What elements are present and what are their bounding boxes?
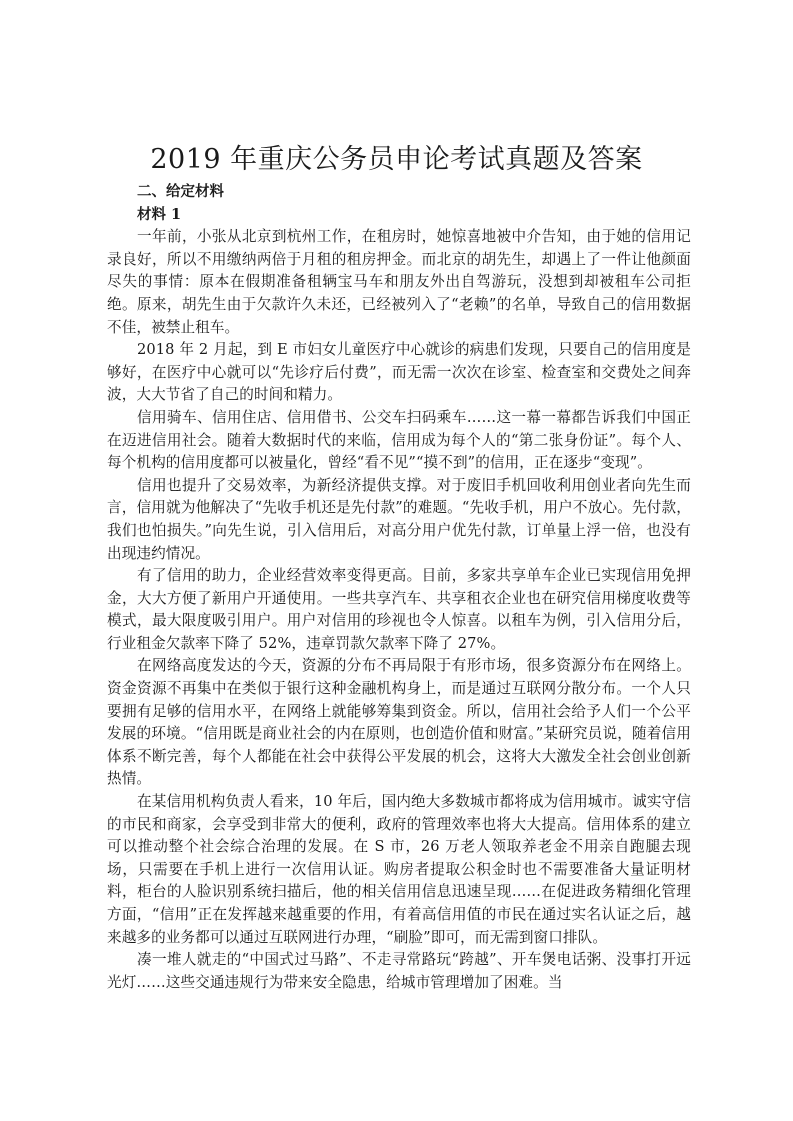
paragraph-1: 一年前，小张从北京到杭州工作，在租房时，她惊喜地被中介告知，由于她的信用记录良好，所以不用缴纳两倍于月租的租房押金。而北京的胡先生，却遇上了一件让他颜面尽失的事情：原本在假期准备租辆宝马车和朋友外出自驾游玩，没想到却被租车公司拒绝。原来，胡先生由于欠款许久未还，已经被列入了“老赖”的名单，导致自己的信用数据不佳，被禁止租车。 [107, 228, 691, 336]
document-body [107, 181, 691, 994]
section-heading: 二、给定材料 [137, 183, 224, 200]
paragraph-5: 有了信用的助力，企业经营效率变得更高。目前，多家共享单车企业已实现信用免押金，大大方便了新用户开通使用。一些共享汽车、共享租衣企业也在研究信用梯度收费等模式，最大限度吸引用户。用户对信用的珍视也令人惊喜。以租车为例，引入信用分后，行业租金欠款率下降了 52%，违章罚款欠款率下降了 27%。 [107, 567, 691, 652]
paragraph-2: 2018 年 2 月起，到 E 市妇女儿童医疗中心就诊的病患们发现，只要自己的信用度是够好，在医疗中心就可以“先诊疗后付费”，而无需一次次在诊室、检查室和交费处之间奔波，大大节省了自己的时间和精力。 [107, 341, 691, 404]
paragraph-4: 信用也提升了交易效率，为新经济提供支撑。对于废旧手机回收利用创业者向先生而言，信用就为他解决了“先收手机还是先付款”的难题。“先收手机，用户不放心。先付款，我们也怕损失。”向先生说，引入信用后，对高分用户优先付款，订单量上浮一倍，也没有出现违约情况。 [107, 476, 691, 562]
document-title: 2019 年重庆公务员申论考试真题及答案 [150, 144, 643, 175]
paragraph-6: 在网络高度发达的今天，资源的分布不再局限于有形市场，很多资源分布在网络上。资金资源不再集中在类似于银行这种金融机构身上，而是通过互联网分散分布。一个人只要拥有足够的信用水平，在网络上就能够筹集到资金。所以，信用社会给予人们一个公平发展的环境。“信用既是商业社会的内在原则，也创造价值和财富。”某研究员说，随着信用体系不断完善，每个人都能在社会中获得公平发展的机会，这将大大激发全社会创业创新热情。 [107, 657, 691, 788]
material-heading: 材料 1 [137, 205, 182, 223]
paragraph-8: 凑一堆人就走的“中国式过马路”、不走寻常路玩“跨越”、开车煲电话粥、没事打开远光灯……这些交通违规行为带来安全隐患，给城市管理增加了困难。当 [107, 951, 691, 991]
paragraph-3: 信用骑车、信用住店、信用借书、公交车扫码乘车……这一幕一幕都告诉我们中国正在迈进信用社会。随着大数据时代的来临，信用成为每个人的“第二张身份证”。每个人、每个机构的信用度都可以被量化，曾经“看不见”“摸不到”的信用，正在逐步“变现”。 [107, 408, 691, 472]
paragraph-7: 在某信用机构负责人看来，10 年后，国内绝大多数城市都将成为信用城市。诚实守信的市民和商家，会享受到非常大的便利，政府的管理效率也将大大提高。信用体系的建立可以推动整个社会综合治理的发展。在 S 市，26 万老人领取养老金不用亲自跑腿去现场，只需要在手机上进行一次信用认证。购房者提取公积金时也不需要准备大量证明材料，柜台的人脸识别系统扫描后，他的相关信用信息迅速呈现……在促进政务精细化管理方面，“信用”正在发挥越来越重要的作用，有着高信用值的市民在通过实名认证之后，越来越多的业务都可以通过互联网进行办理，“刷脸”即可，而无需到窗口排队。 [107, 793, 691, 946]
